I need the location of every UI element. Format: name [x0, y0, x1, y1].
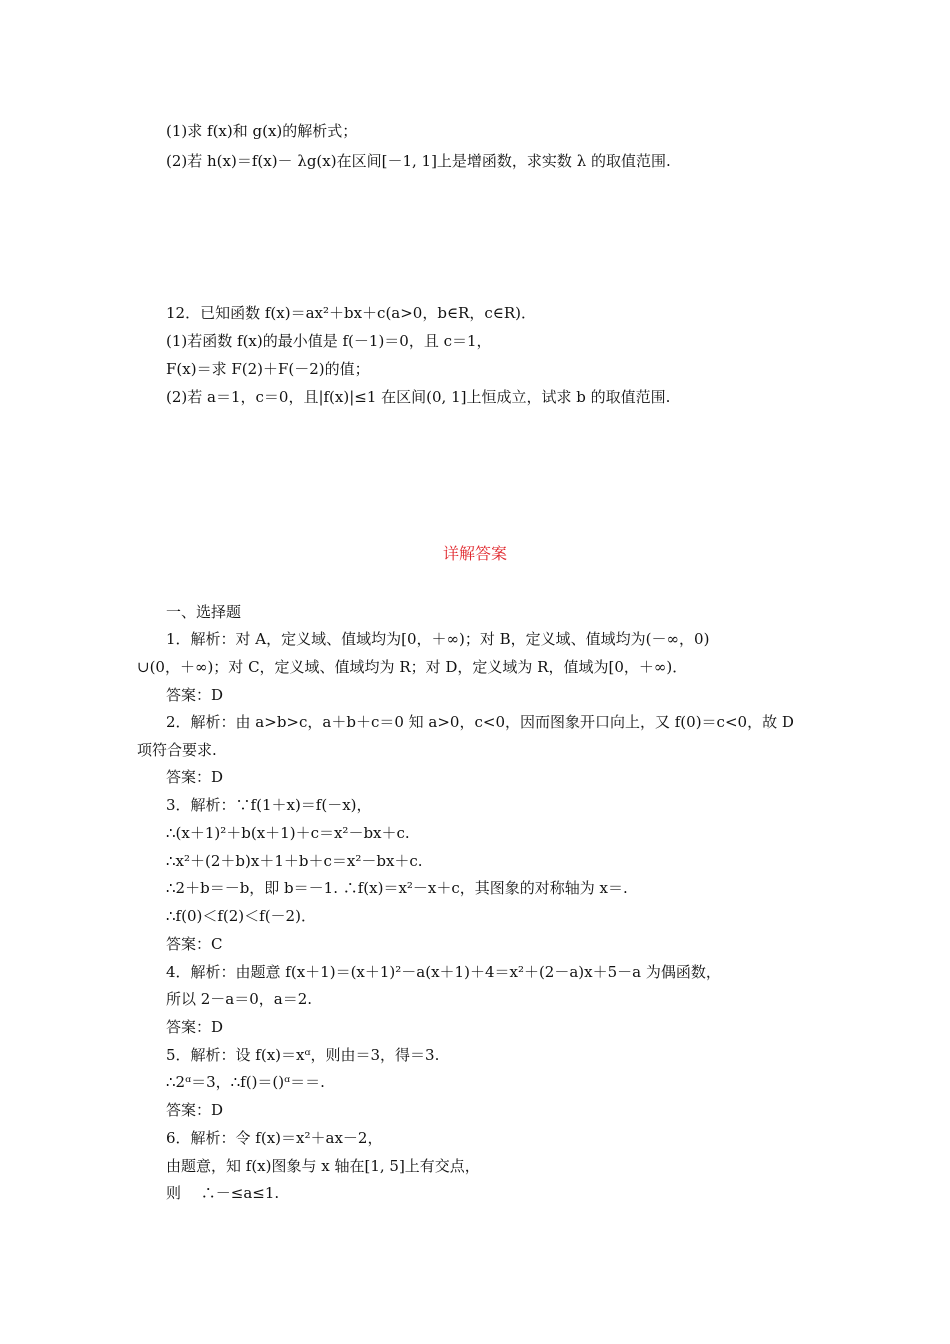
text-line: 由题意，知 f(x)图象与 x 轴在[1, 5]上有交点， — [166, 1157, 480, 1175]
text-line: 12．已知函数 f(x)＝ax²＋bx＋c(a>0，b∈R，c∈R)． — [166, 304, 537, 322]
text-line: 则 ∴－≤a≤1. — [166, 1184, 280, 1202]
text-line: (1)若函数 f(x)的最小值是 f(－1)＝0，且 c＝1， — [166, 332, 492, 350]
text-line: ∴(x＋1)²＋b(x＋1)＋c＝x²－bx＋c. — [166, 824, 410, 842]
text-line: 4．解析：由题意 f(x＋1)＝(x＋1)²－a(x＋1)＋4＝x²＋(2－a)x＋5－a 为偶函数， — [166, 963, 721, 981]
text-line: 答案：C — [166, 935, 223, 953]
text-line: ∴x²＋(2＋b)x＋1＋b＋c＝x²－bx＋c. — [166, 852, 423, 870]
text-line: 一、选择题 — [166, 603, 242, 621]
text-line: 答案：D — [166, 1018, 224, 1036]
text-line: 答案：D — [166, 1101, 224, 1119]
text-line: 5．解析：设 f(x)＝xᵅ，则由＝3，得＝3. — [166, 1046, 440, 1064]
text-line: 6．解析：令 f(x)＝x²＋ax－2， — [166, 1129, 383, 1147]
text-line: 项符合要求. — [137, 741, 217, 759]
text-line: 1．解析：对 A，定义域、值域均为[0，＋∞)；对 B，定义域、值域均为(－∞，0) — [166, 630, 710, 648]
text-line: ∪(0，＋∞)；对 C，定义域、值域均为 R；对 D，定义域为 R，值域为[0，＋∞)． — [137, 658, 688, 676]
text-line: 答案：D — [166, 686, 224, 704]
text-line: F(x)＝求 F(2)＋F(－2)的值； — [166, 360, 370, 378]
text-line: ∴2ᵅ＝3，∴f()＝()ᵅ＝＝. — [166, 1073, 325, 1091]
text-line: (1)求 f(x)和 g(x)的解析式； — [166, 122, 358, 140]
text-line: 2．解析：由 a>b>c，a＋b＋c＝0 知 a>0，c<0，因而图象开口向上，又 f(0)＝c<0，故 D — [166, 713, 794, 731]
text-line: ∴f(0)＜f(2)＜f(－2)． — [166, 907, 316, 925]
answers-title: 详解答案 — [442, 544, 507, 563]
text-line: (2)若 a＝1，c＝0，且|f(x)|≤1 在区间(0, 1]上恒成立，试求 b 的取值范围. — [166, 388, 671, 406]
text-line: ∴2＋b＝－b，即 b＝－1. ∴f(x)＝x²－x＋c，其图象的对称轴为 x＝. — [166, 879, 628, 897]
text-line: 所以 2－a＝0，a＝2. — [166, 990, 313, 1008]
text-line: 3．解析：∵f(1＋x)＝f(－x)， — [166, 796, 372, 814]
text-line: 答案：D — [166, 768, 224, 786]
text-line: (2)若 h(x)＝f(x)－ λg(x)在区间[－1, 1]上是增函数，求实数 λ 的取值范围. — [166, 152, 671, 170]
